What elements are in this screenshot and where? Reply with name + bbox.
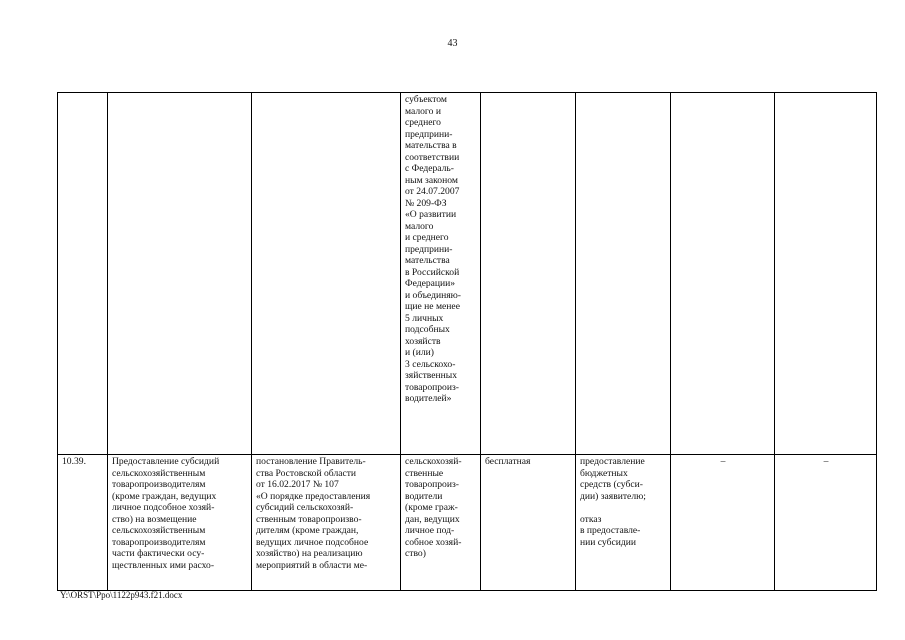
cell-service-name: Предоставление субсидий сельскохозяйственным товаропроизводителям (кроме граждан, ведущих личное подсобное хозяй- ство) на возмещение сельскохозяйственным товаропроизводителям части фактически осу- ществленных ими расхо- [108, 455, 252, 591]
cell-recipients: сельскохозяй- ственные товаропроиз- водители (кроме граж- дан, ведущих личное под- собное хозяй- ство) [401, 455, 481, 591]
cell-service-name [108, 93, 252, 455]
cell-result: предоставление бюджетных средств (субси- дии) заявителю; отказ в предоставле- нии субсидии [576, 455, 671, 591]
cell-col8: – [775, 455, 877, 591]
table-row [58, 455, 877, 591]
cell-number: 10.39. [58, 455, 108, 591]
cell-fee: бесплатная [481, 455, 576, 591]
table-row [58, 93, 877, 455]
cell-legal-basis [252, 93, 401, 455]
cell-col8 [775, 93, 877, 455]
services-table [57, 92, 877, 591]
cell-legal-basis: постановление Правитель- ства Ростовской области от 16.02.2017 № 107 «О порядке предоставления субсидий сельскохозяй- ственным товаропроизво- дителям (кроме граждан, ведущих личное подсобное хозяйство) на реализацию мероприятий в области ме- [252, 455, 401, 591]
cell-recipients: субъектом малого и среднего предприни- мательства в соответствии с Федераль- ным законом от 24.07.2007 № 209-ФЗ «О развитии малого и среднего предприни- мательства в Российской Федерации» и объединяю- щие не менее 5 личных подсобных хозяйств и (или) 3 сельскохо- зяйственных товаропроиз- водителей» [401, 93, 481, 455]
cell-number [58, 93, 108, 455]
page-number: 43 [447, 38, 458, 49]
cell-col7 [671, 93, 775, 455]
cell-result [576, 93, 671, 455]
cell-col7: – [671, 455, 775, 591]
cell-fee [481, 93, 576, 455]
footer-file-path: Y:\ORST\Ppo\1122p943.f21.docx [60, 590, 183, 600]
